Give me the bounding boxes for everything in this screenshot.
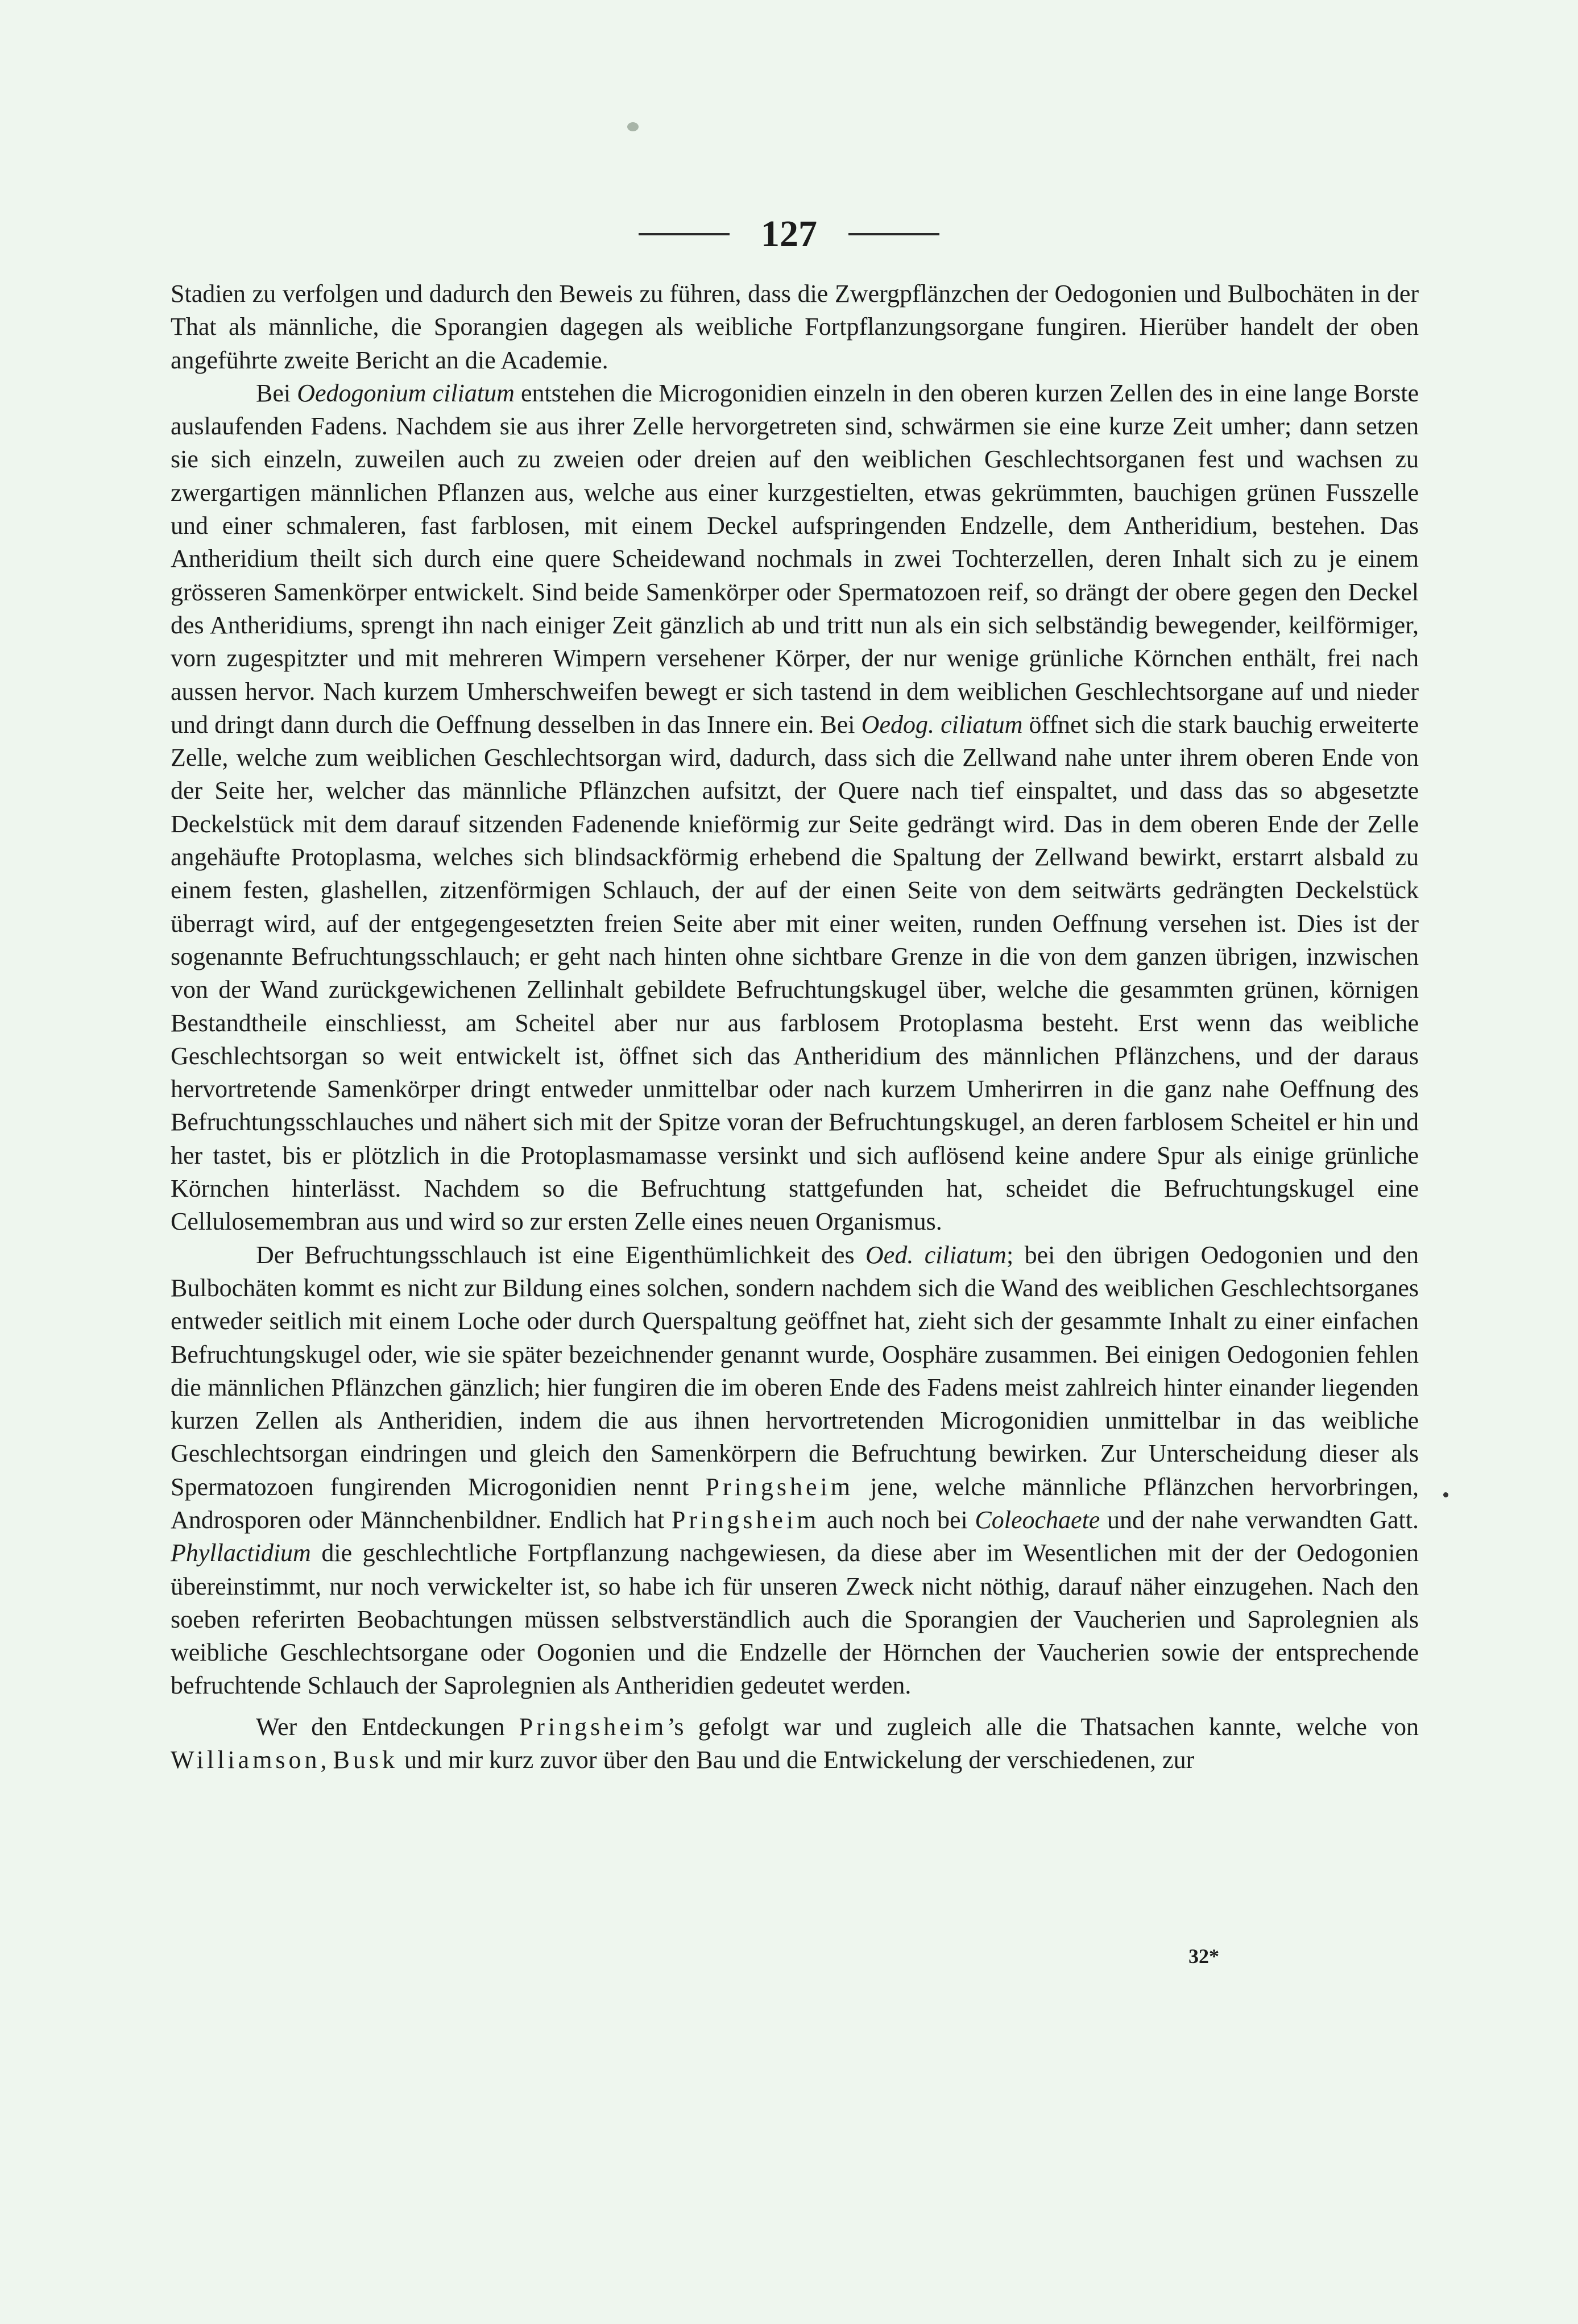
signature-mark: 32* bbox=[1188, 1945, 1219, 1968]
spaced-name-run: Pringsheim bbox=[705, 1472, 854, 1501]
body-text bbox=[171, 277, 1419, 1777]
text-run: öffnet sich die stark bauchig erweiterte Zelle, welche zum weiblichen Geschlechtsorgan wird, dadurch, dass sich die Zellwand nahe unter ihrem oberen Ende von der Seite her, welcher das männliche Pflänzchen aufsitzt, der Quere nach tief einspaltet, und dass das so abgesetzte Deckelstück mit dem darauf sitzenden Fadenende knieförmig zur Seite gedrängt wird. Das in dem oberen Ende der Zelle angehäufte Protoplasma, welches sich blindsackförmig erhebend die Spaltung der Zellwand bewirkt, erstarrt alsbald zu einem festen, glashellen, zitzenförmigen Schlauch, der auf der einen Seite von dem seitwärts gedrängten Deckelstück überragt wird, auf der entgegengesetzten freien Seite aber mit einer weiten, runden Oeffnung versehen ist. Dies ist der sogenannte Befruchtungsschlauch; er geht nach hinten ohne sichtbare Grenze in die von dem ganzen übrigen, inzwischen von der Wand zurückgewichenen Zellinhalt gebildete Befruchtungskugel über, welche die gesammten grünen, körnigen Bestandtheile einschliesst, am Scheitel aber nur aus farblosem Protoplasma besteht. Erst wenn das weibliche Geschlechtsorgan so weit entwickelt ist, öffnet sich das Antheridium des männlichen Pflänzchens, und der daraus hervortretende Samenkörper dringt entweder unmittelbar oder nach kurzem Umherirren in die ganz nahe Oeffnung des Befruchtungsschlauches und nähert sich mit der Spitze voran der Befruchtungskugel, an deren farblosem Scheitel er hin und her tastet, bis er plötzlich in die Protoplasmamasse versinkt und sich auflösend keine andere Spur als einige grünliche Körnchen hinterlässt. Nachdem so die Befruchtung stattgefunden hat, scheidet die Befruchtungskugel eine Cellulosemembran aus und wird so zur ersten Zelle eines neuen Organismus. bbox=[171, 710, 1419, 1236]
text-run: Bei bbox=[256, 379, 297, 407]
text-run: und der nahe verwandten Gatt. bbox=[1100, 1505, 1419, 1534]
paragraph bbox=[171, 377, 1419, 1239]
text-run: entstehen die Microgonidien einzeln in den oberen kurzen Zellen des in eine lange Borste auslaufenden Fadens. Nachdem sie aus ihrer Zelle hervorgetreten sind, schwärmen sie eine kurze Zeit umher; dann setzen sie sich einzeln, zuweilen auch zu zweien oder dreien auf den weiblichen Geschlechtsorganen fest und wachsen zu zwergartigen männlichen Pflanzen aus, welche aus einer kurzgestielten, etwas gekrümmten, bauchigen grünen Fusszelle und einer schmaleren, fast farblosen, mit einem Deckel aufspringenden Endzelle, dem Antheridium, bestehen. Das Antheridium theilt sich durch eine quere Scheidewand nochmals in zwei Tochterzellen, deren Inhalt sich zu je einem grösseren Samenkörper entwickelt. Sind beide Samenkörper oder Spermatozoen reif, so drängt der obere gegen den Deckel des Antheridiums, sprengt ihn nach einiger Zeit gänzlich ab und tritt nun als ein sich selbständig bewegender, keilförmiger, vorn zugespitzter und mit mehreren Wimpern versehener Körper, der nur wenige grünliche Körnchen enthält, frei nach aussen hervor. Nach kurzem Umherschweifen bewegt er sich tastend in dem weiblichen Geschlechtsorgane auf und nieder und dringt dann durch die Oeffnung desselben in das Innere ein. Bei bbox=[171, 379, 1419, 738]
text-run: Wer den Entdeckungen bbox=[256, 1712, 519, 1741]
text-run: die geschlechtliche Fortpflanzung nachgewiesen, da diese aber im Wesentlichen mit der der Oedogonien übereinstimmt, nur noch verwickelter ist, so habe ich für unseren Zweck nicht nöthig, darauf näher einzugehen. Nach den soeben referirten Beobachtungen müssen selbstverständlich auch die Sporangien der Vaucherien und Saprolegnien als weibliche Geschlechtsorgane oder Oogonien und die Endzelle der Hörnchen der Vaucherien sowie der entsprechende befruchtende Schlauch der Saprolegnien als Antheridien gedeutet werden. bbox=[171, 1539, 1419, 1700]
spaced-name-run: Pringsheim bbox=[519, 1712, 668, 1741]
header-rule-left bbox=[639, 233, 730, 235]
paragraph bbox=[171, 1711, 1419, 1777]
spaced-name-run: Busk bbox=[333, 1746, 399, 1774]
italic-run: Oedog. ciliatum bbox=[861, 710, 1023, 738]
text-run: Stadien zu verfolgen und dadurch den Beweis zu führen, dass die Zwergpflänzchen der Oedogonien und Bulbochäten in der That als männliche, die Sporangien dagegen als weibliche Fortpflanzungsorgane fungiren. Hierüber handelt der oben angeführte zweite Bericht an die Academie. bbox=[171, 280, 1419, 374]
spaced-name-run: Pringsheim bbox=[671, 1505, 820, 1534]
paragraph bbox=[171, 277, 1419, 377]
text-run: Der Befruchtungsschlauch ist eine Eigenthümlichkeit des bbox=[256, 1240, 866, 1269]
page-header bbox=[0, 209, 1578, 256]
page-number: 127 bbox=[761, 213, 817, 255]
text-run: jene, welche männliche Pflänzchen hervorbringen, Androsporen oder Männchenbildner. Endlich hat bbox=[171, 1472, 1419, 1534]
ink-speck bbox=[627, 122, 639, 131]
margin-mark bbox=[1443, 1492, 1448, 1497]
text-run: und mir kurz zuvor über den Bau und die Entwickelung der verschiedenen, zur bbox=[398, 1746, 1195, 1774]
text-run: ; bei den übrigen Oedogonien und den Bulbochäten kommt es nicht zur Bildung eines solchen, sondern nachdem sich die Wand des weiblichen Geschlechtsorganes entweder seitlich mit einem Loche oder durch Querspaltung geöffnet hat, zieht sich der gesammte Inhalt zu einer einfachen Befruchtungskugel oder, wie sie später bezeichnender genannt wurde, Oosphäre zusammen. Bei einigen Oedogonien fehlen die männlichen Pflänzchen gänzlich; hier fungiren die im oberen Ende des Fadens meist zahlreich hinter einander liegenden kurzen Zellen als Antheridien, indem die aus ihnen hervortretenden Microgonidien unmittelbar in das weibliche Geschlechtsorgan eindringen und gleich den Samenkörpern die Befruchtung bewirken. Zur Unterscheidung dieser als Spermatozoen fungirenden Microgonidien nennt bbox=[171, 1240, 1419, 1501]
italic-run: Oedogonium ciliatum bbox=[297, 379, 515, 407]
spaced-name-run: Williamson bbox=[171, 1746, 321, 1774]
text-run: , bbox=[320, 1746, 333, 1774]
italic-run: Coleochaete bbox=[975, 1505, 1100, 1534]
header-rule-right bbox=[848, 233, 939, 235]
text-run: ’s gefolgt war und zugleich alle die Thatsachen kannte, welche von bbox=[667, 1712, 1419, 1741]
text-run: auch noch bei bbox=[819, 1505, 975, 1534]
italic-run: Phyllactidium bbox=[171, 1539, 311, 1567]
italic-run: Oed. ciliatum bbox=[865, 1240, 1007, 1269]
paragraph bbox=[171, 1239, 1419, 1703]
